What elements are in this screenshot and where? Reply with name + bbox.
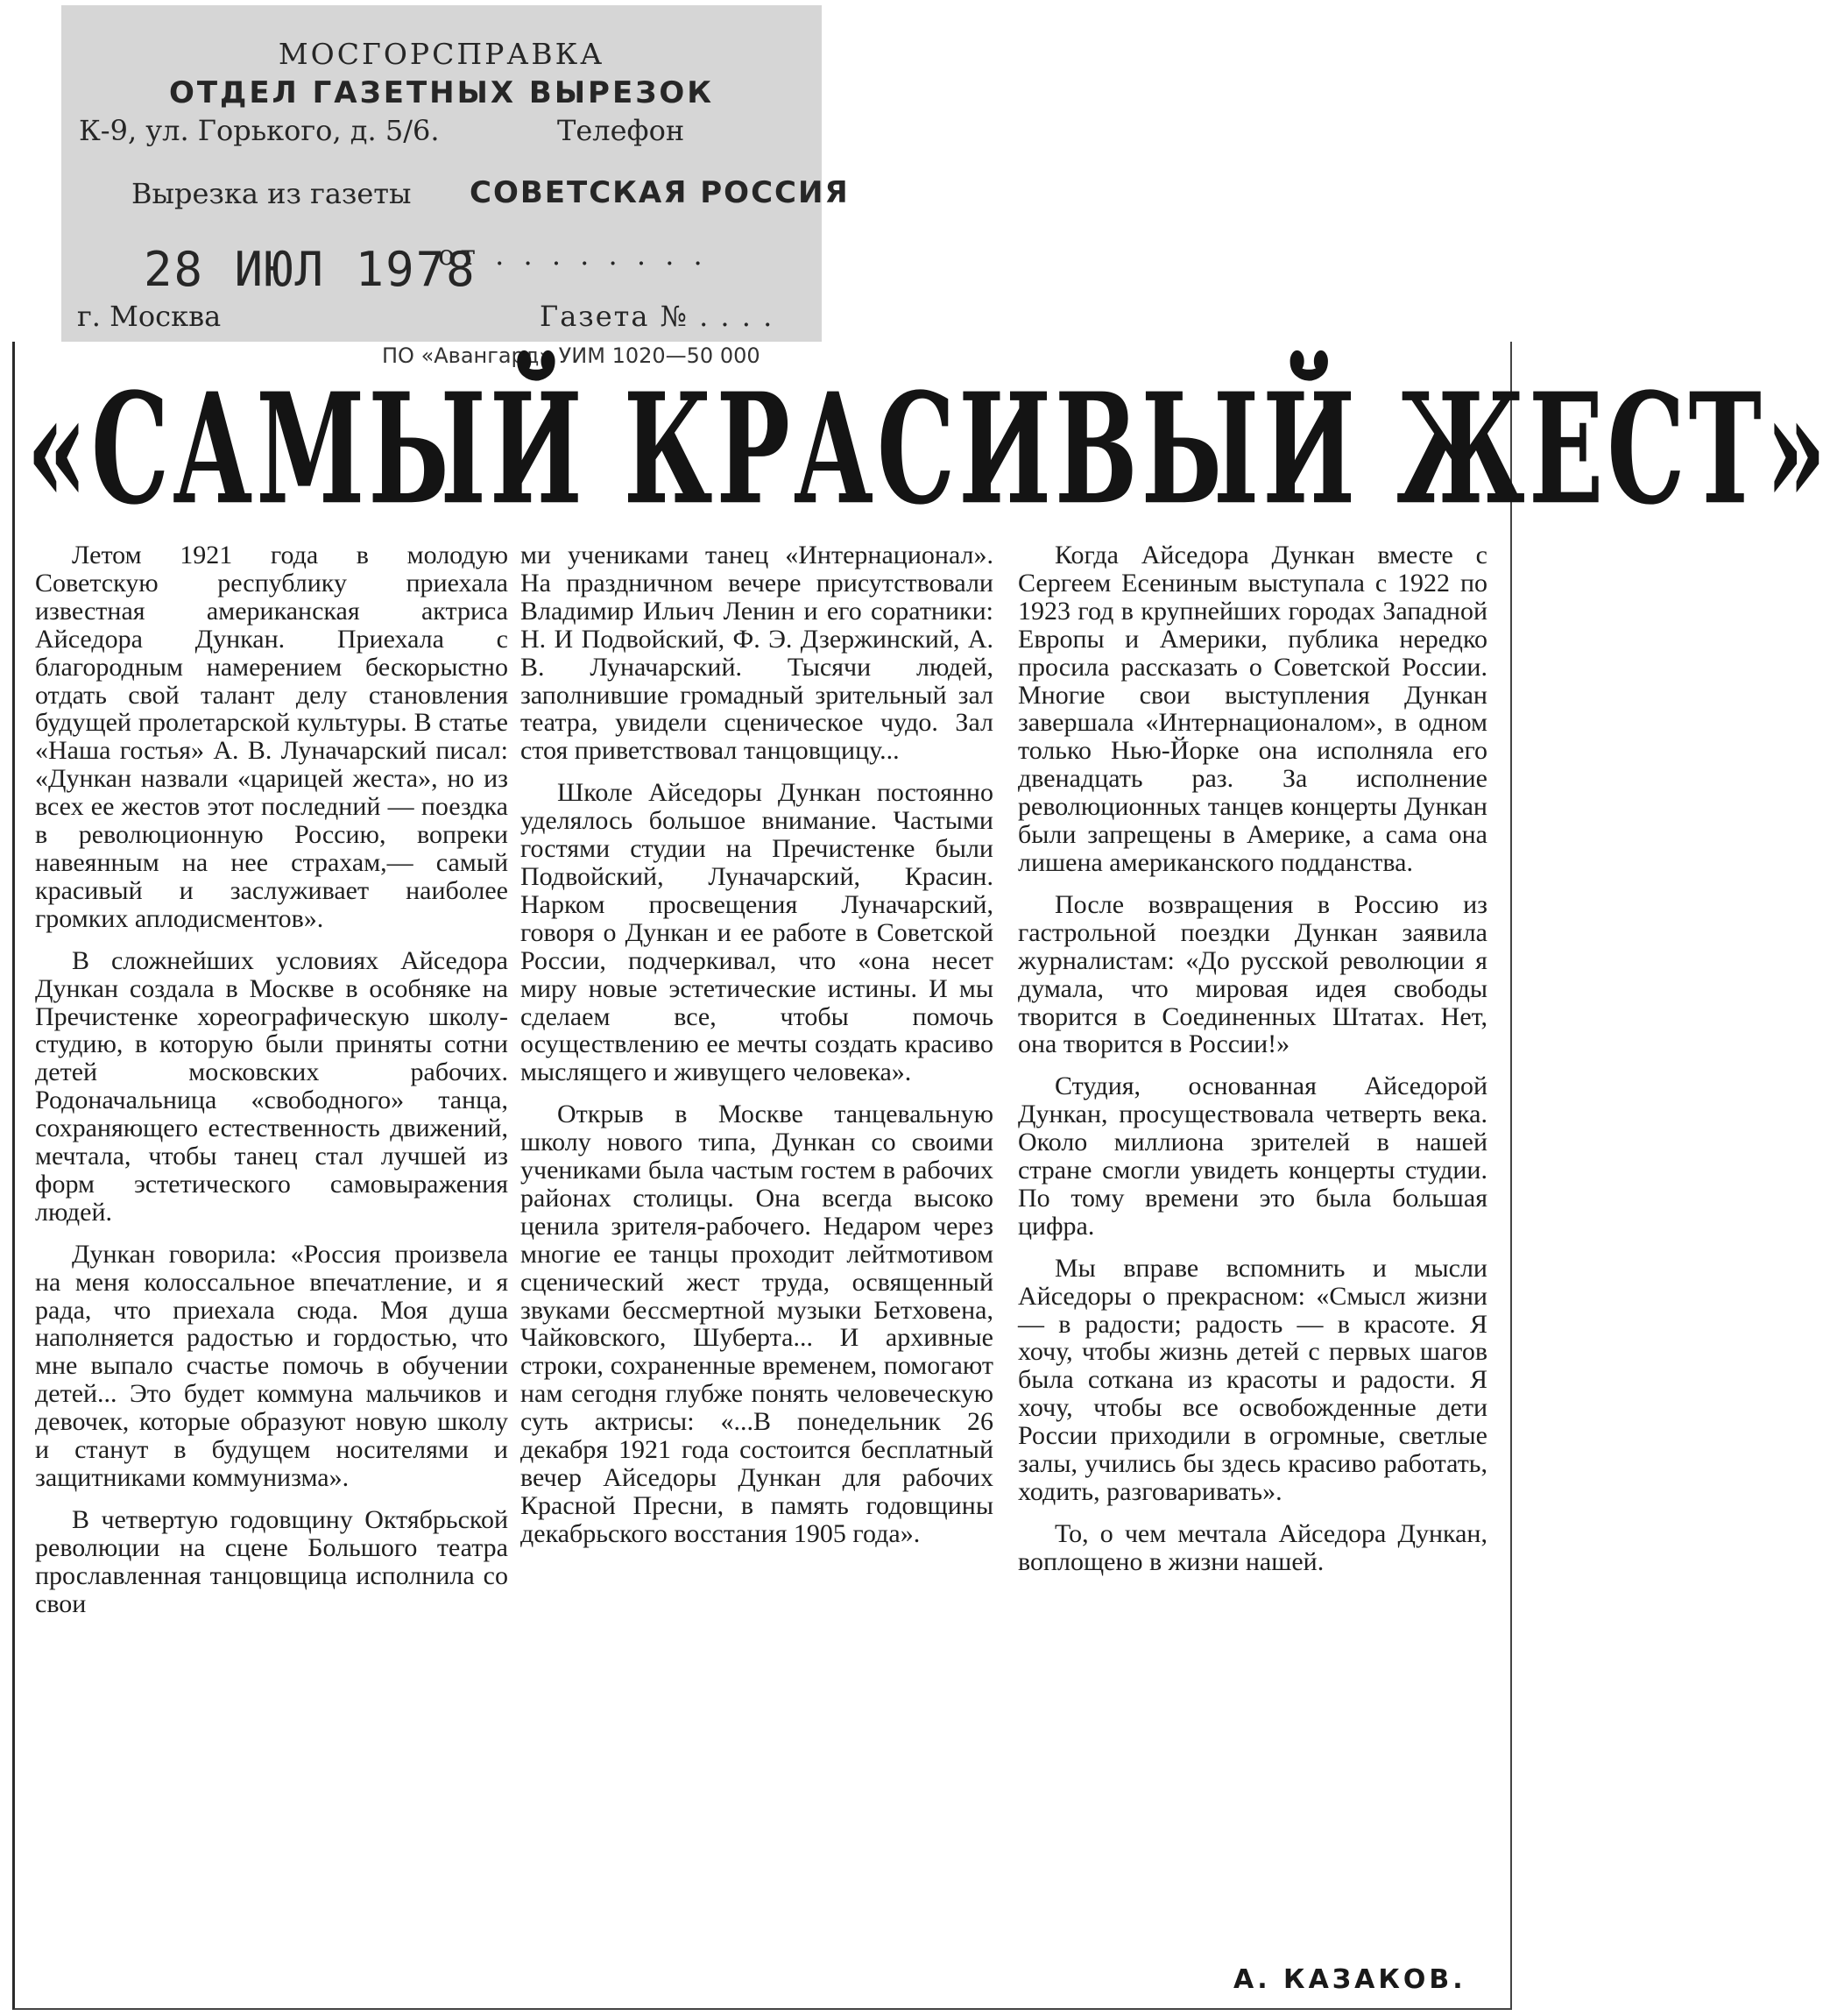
issue-number-label: Газета № . . . . <box>540 300 774 333</box>
article-paragraph: Школе Айседоры Дункан постоянно уделялось большое внимание. Частыми гостями студии на Пречистенке были Подвойский, Луначарский, Красин. Нарком просвещения Луначарский, говоря о Дункан и ее работе в Советской России, подчеркивал, что «она несет миру новые эстетические истины. И мы сделаем все, чтобы помочь осуществлению ее мечты создать красиво мыслящего и живущего человека». <box>520 778 993 1087</box>
bureau-name: МОСГОРСПРАВКА <box>278 37 605 71</box>
article-column-3 <box>1018 541 1487 1590</box>
article-paragraph: В четвертую годовщину Октябрьской революции на сцене Большого театра прославленная танцовщица исполнила со свои <box>35 1504 508 1618</box>
clipping-from-label: Вырезка из газеты <box>131 177 412 210</box>
printing-info: ПО «Авангард» УИМ 1020—50 000 <box>382 343 760 368</box>
article-author: А. КАЗАКОВ. <box>1233 1964 1466 1995</box>
article-column-2 <box>520 541 993 1562</box>
bureau-address: К-9, ул. Горького, д. 5/6. <box>79 114 440 147</box>
article-paragraph: Открыв в Москве танцевальную школу нового типа, Дункан со своими учениками была частым гостем в рабочих районах столицы. Она всегда высоко ценила зрителя-рабочего. Недаром через многие ее танцы проходит лейтмотивом сценический жест труда, освященный звуками бессмертной музыки Бетховена, Чайковского, Шуберта... И архивные строки, сохраненные временем, помогают нам сегодня глубже понять человеческую суть актрисы: «...В понедельник 26 декабря 1921 года состоится бесплатный вечер Айседоры Дункан для рабочих Красной Пресни, в память годовщины декабрьского восстания 1905 года». <box>520 1100 993 1548</box>
phone-label: Телефон <box>557 114 685 147</box>
article-headline: «САМЫЙ КРАСИВЫЙ ЖЕСТ» <box>26 361 1830 540</box>
article-paragraph: После возвращения в Россию из гастрольной поездки Дункан заявила журналистам: «До русской революции я думала, что мировая идея свободы творится в Соединенных Штатах. Нет, она творится в России!» <box>1018 889 1487 1059</box>
clipping-bureau-label <box>61 5 850 345</box>
article-paragraph: ми учениками танец «Интернационал». На праздничном вечере присутствовали Владимир Ильич Ленин и его соратники: Н. И Подвойский, Ф. Э. Дзержинский, А. В. Луначарский. Тысячи людей, заполнившие громадный зрительный зал театра, увидели сценическое чудо. Зал стоя приветствовал танцовщицу... <box>520 541 993 766</box>
article-column-1 <box>35 541 508 1632</box>
article-paragraph: Студия, основанная Айседорой Дункан, просуществовала четверть века. Около миллиона зрителей в нашей стране смогли увидеть концерты студии. По тому времени это была большая цифра. <box>1018 1072 1487 1241</box>
article-paragraph: Мы вправе вспомнить и мысли Айседоры о прекрасном: «Смысл жизни — в радости; радость — в красоте. Я хочу, чтобы жизнь детей с первых шагов была соткана из красоты и радости. Я хочу, чтобы все освобожденные дети России приходили в огромные, светлые залы, учились бы здесь красиво работать, ходить, разговаривать». <box>1018 1253 1487 1506</box>
article-paragraph: Летом 1921 года в молодую Советскую республику приехала известная американская актриса Айседора Дункан. Приехала с благородным намерением бескорыстно отдать свой талант делу становления будущей пролетарской культуры. В статье «Наша гостья» А. В. Луначарский писал: «Дункан назвали «царицей жеста», но из всех ее жестов этот последний — поездка в революционную Россию, вопреки навеянным на нее страхам,— самый красивый и заслуживает наиболее громких аплодисментов». <box>35 541 508 933</box>
from-date-label: от . . . . . . . . <box>438 238 708 272</box>
city-label: г. Москва <box>77 300 222 333</box>
article-paragraph: Дункан говорила: «Россия произвела на меня колоссальное впечатление, и я рада, что приехала сюда. Моя душа наполняется радостью и гордостью, что мне выпало счастье помочь в обучении детей... Это будет коммуна мальчиков и девочек, которые образуют новую школу и станут в будущем носителями и защитниками коммунизма». <box>35 1239 508 1492</box>
date-stamp: 28 ИЮЛ 1978 <box>144 242 477 297</box>
article-paragraph: То, о чем мечтала Айседора Дункан, воплощено в жизни нашей. <box>1018 1518 1487 1576</box>
article-paragraph: В сложнейших условиях Айседора Дункан создала в Москве в особняке на Пречистенке хореографическую школу-студию, в которую были приняты сотни детей московских рабочих. Родоначальница «свободного» танца, сохраняющего естественность движений, мечтала, чтобы танец стал лучшей из форм эстетического самовыражения людей. <box>35 945 508 1227</box>
newspaper-name: СОВЕТСКАЯ РОССИЯ <box>470 175 850 210</box>
department-name: ОТДЕЛ ГАЗЕТНЫХ ВЫРЕЗОК <box>168 75 715 110</box>
article-paragraph: Когда Айседора Дункан вместе с Сергеем Есениным выступала с 1922 по 1923 год в крупнейших городах Западной Европы и Америки, публика нередко просила рассказать о Советской России. Многие свои выступления Дункан завершала «Интернационалом», в одном только Нью-Йорке она исполняла его двенадцать раз. За исполнение революционных танцев концерты Дункан были запрещены в Америке, а сама она лишена американского подданства. <box>1018 541 1487 877</box>
